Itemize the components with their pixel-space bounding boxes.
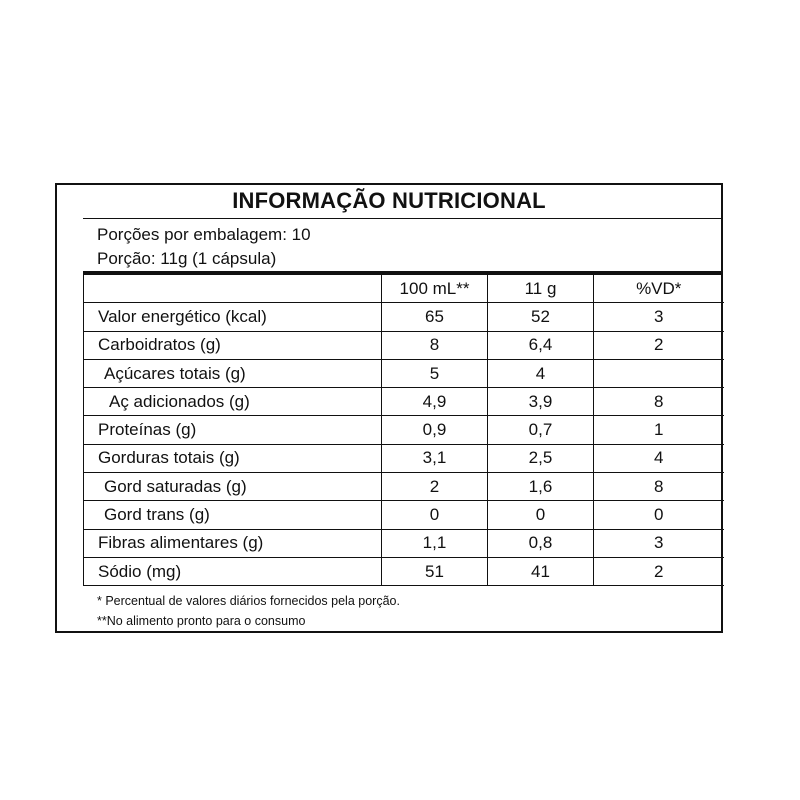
value-per-serving: 1,6	[488, 473, 594, 501]
row-label: Sódio (mg)	[84, 557, 382, 585]
table-row	[84, 501, 724, 529]
value-per-100ml: 0	[382, 501, 488, 529]
value-per-serving: 6,4	[488, 331, 594, 359]
table-row	[84, 359, 724, 387]
row-label: Valor energético (kcal)	[84, 303, 382, 331]
value-daily-percent: 2	[594, 557, 724, 585]
value-per-serving: 41	[488, 557, 594, 585]
header-daily-value: %VD*	[594, 275, 724, 303]
value-per-serving: 52	[488, 303, 594, 331]
value-daily-percent: 8	[594, 388, 724, 416]
value-per-100ml: 3,1	[382, 444, 488, 472]
value-daily-percent: 0	[594, 501, 724, 529]
value-per-serving: 0	[488, 501, 594, 529]
row-label: Carboidratos (g)	[84, 331, 382, 359]
table-row	[84, 473, 724, 501]
table-row	[84, 416, 724, 444]
value-daily-percent: 8	[594, 473, 724, 501]
header-per-100ml: 100 mL**	[382, 275, 488, 303]
nutrition-facts-panel	[55, 183, 723, 633]
row-label: Açúcares totais (g)	[84, 359, 382, 387]
table-row	[84, 557, 724, 585]
value-per-serving: 2,5	[488, 444, 594, 472]
row-label: Gorduras totais (g)	[84, 444, 382, 472]
value-per-serving: 0,7	[488, 416, 594, 444]
value-per-100ml: 0,9	[382, 416, 488, 444]
value-per-serving: 0,8	[488, 529, 594, 557]
value-daily-percent: 3	[594, 529, 724, 557]
table-row	[84, 444, 724, 472]
value-daily-percent: 1	[594, 416, 724, 444]
row-label: Aç adicionados (g)	[84, 388, 382, 416]
title-divider	[83, 218, 721, 219]
value-per-100ml: 51	[382, 557, 488, 585]
table-header-row	[84, 275, 724, 303]
value-per-100ml: 4,9	[382, 388, 488, 416]
value-per-100ml: 5	[382, 359, 488, 387]
row-label: Fibras alimentares (g)	[84, 529, 382, 557]
servings-per-package: Porções por embalagem: 10	[97, 225, 311, 244]
value-daily-percent	[594, 359, 724, 387]
value-per-100ml: 2	[382, 473, 488, 501]
serving-size: Porção: 11g (1 cápsula)	[97, 249, 277, 268]
value-per-100ml: 1,1	[382, 529, 488, 557]
value-per-serving: 3,9	[488, 388, 594, 416]
table-row	[84, 529, 724, 557]
footnote-daily-value: * Percentual de valores diários fornecidos pela porção.	[97, 594, 400, 608]
value-per-100ml: 8	[382, 331, 488, 359]
header-per-serving: 11 g	[488, 275, 594, 303]
header-nutrient	[84, 275, 382, 303]
row-label: Gord saturadas (g)	[84, 473, 382, 501]
value-daily-percent: 4	[594, 444, 724, 472]
value-daily-percent: 3	[594, 303, 724, 331]
table-row	[84, 388, 724, 416]
row-label: Gord trans (g)	[84, 501, 382, 529]
value-per-serving: 4	[488, 359, 594, 387]
value-daily-percent: 2	[594, 331, 724, 359]
value-per-100ml: 65	[382, 303, 488, 331]
row-label: Proteínas (g)	[84, 416, 382, 444]
footnote-ready-to-consume: **No alimento pronto para o consumo	[97, 614, 306, 628]
table-row	[84, 303, 724, 331]
nutrition-title: INFORMAÇÃO NUTRICIONAL	[232, 188, 546, 213]
nutrition-table	[83, 275, 724, 586]
table-row	[84, 331, 724, 359]
